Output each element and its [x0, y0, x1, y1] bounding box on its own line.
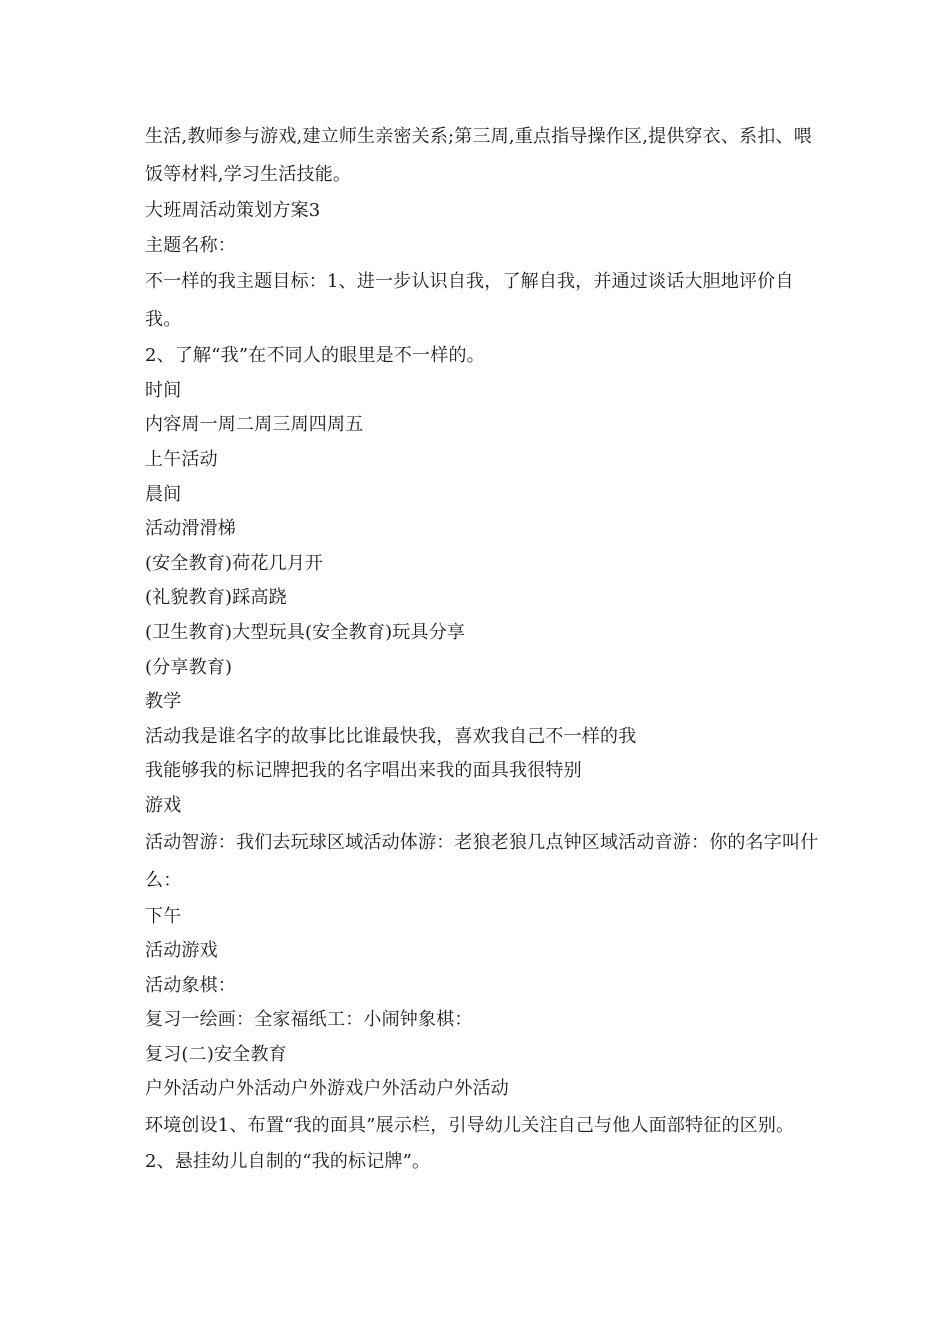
paragraph-hygiene-education: (卫生教育)大型玩具(安全教育)玩具分享 — [145, 621, 466, 643]
document-body — [145, 118, 825, 1180]
paragraph-review-1: 复习一绘画：全家福纸工：小闹钟象棋： — [145, 1009, 473, 1031]
paragraph-theme-goal-1: 不一样的我主题目标：1、进一步认识自我，了解自我，并通过谈话大胆地评价自我。 — [145, 271, 794, 331]
paragraph-slide-activity: 活动滑滑梯 — [145, 518, 236, 540]
paragraph-teaching: 教学 — [145, 691, 182, 713]
paragraph-morning: 晨间 — [145, 483, 182, 505]
paragraph-life-skills: 生活,教师参与游戏,建立师生亲密关系;第三周,重点指导操作区,提供穿衣、系扣、喂饭等材料,学习生活技能。 — [145, 126, 812, 185]
paragraph-etiquette-education: (礼貌教育)踩高跷 — [145, 587, 287, 609]
paragraph-name-tags: 我能够我的标记牌把我的名字唱出来我的面具我很特别 — [145, 760, 582, 782]
paragraph-morning-activity: 上午活动 — [145, 448, 218, 470]
paragraph-activity-games: 活动游戏 — [145, 940, 218, 962]
section-title: 大班周活动策划方案3 — [145, 200, 321, 221]
paragraph-environment-2: 2、悬挂幼儿自制的“我的标记牌”。 — [145, 1151, 431, 1173]
paragraph-time: 时间 — [145, 379, 182, 401]
paragraph-games: 游戏 — [145, 794, 182, 816]
paragraph-environment-1: 环境创设1、布置“我的面具”展示栏，引导幼儿关注自己与他人面部特征的区别。 — [145, 1115, 795, 1137]
paragraph-safety-education: (安全教育)荷花几月开 — [145, 552, 324, 574]
paragraph-game-activities: 活动智游：我们去玩球区域活动体游：老狼老狼几点钟区域活动音游：你的名字叫什么： — [145, 831, 819, 891]
paragraph-review-2: 复习(二)安全教育 — [145, 1043, 287, 1065]
paragraph-outdoor: 户外活动户外活动户外游戏户外活动户外活动 — [145, 1078, 509, 1100]
paragraph-afternoon: 下午 — [145, 905, 182, 927]
paragraph-chess: 活动象棋： — [145, 974, 236, 996]
paragraph-sharing-education: (分享教育) — [145, 656, 233, 678]
paragraph-weekdays: 内容周一周二周三周四周五 — [145, 414, 364, 436]
paragraph-theme-goal-2: 2、了解“我”在不同人的眼里是不一样的。 — [145, 345, 485, 367]
paragraph-teaching-activities: 活动我是谁名字的故事比比谁最快我，喜欢我自己不一样的我 — [145, 725, 637, 747]
paragraph-theme-name: 主题名称： — [145, 234, 236, 256]
